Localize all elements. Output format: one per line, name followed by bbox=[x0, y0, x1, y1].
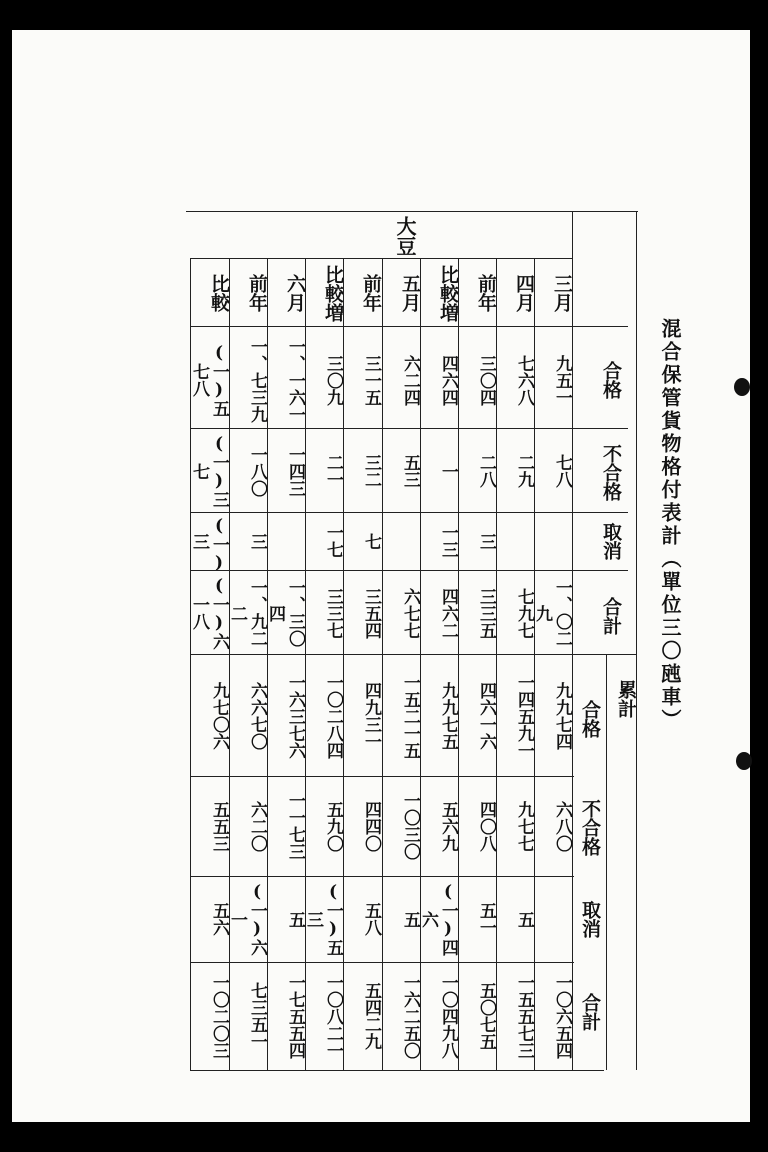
column-header-c4: 比較増 bbox=[437, 264, 459, 322]
column-header-c6: 比較 bbox=[208, 274, 230, 312]
cum-divider bbox=[606, 654, 607, 1070]
table-cell: 一一七三 bbox=[285, 792, 305, 860]
row-header-total: 合計 bbox=[600, 597, 622, 635]
column-header-m4: 四月 bbox=[513, 274, 535, 312]
table-cell: 三五四 bbox=[361, 587, 381, 639]
table-cell: 九七〇六 bbox=[209, 682, 229, 750]
table-cell: 七 bbox=[361, 532, 381, 550]
document-title: 混合保管貨物格付表計（單位三〇瓲車） bbox=[658, 318, 682, 732]
column-rule bbox=[496, 258, 497, 1070]
table-cell: 五 bbox=[400, 910, 420, 928]
column-rule bbox=[458, 258, 459, 1070]
column-rule bbox=[190, 258, 191, 1070]
table-cell: 三三五 bbox=[476, 587, 496, 639]
table-cell: 三 bbox=[247, 532, 267, 550]
table-cell: (一)五七八 bbox=[189, 343, 229, 417]
column-rule bbox=[343, 258, 344, 1070]
table-cell: 一、九二二 bbox=[227, 579, 267, 647]
table-cell: 五六 bbox=[209, 902, 229, 936]
table-cell: 一 bbox=[438, 462, 458, 480]
row-header-fail: 不合格 bbox=[600, 443, 622, 501]
table-cell: 五〇七五 bbox=[476, 982, 496, 1050]
cum-rule bbox=[572, 654, 636, 655]
header-rule bbox=[190, 258, 572, 259]
table-bottom-rule bbox=[190, 1070, 604, 1071]
table-cell: 三〇九 bbox=[323, 354, 343, 406]
table-cell: 六六七〇 bbox=[247, 682, 267, 750]
table-cell: 一六二五〇 bbox=[400, 973, 420, 1059]
table-cell: 一四三 bbox=[285, 445, 305, 497]
table-cell: 五九〇 bbox=[323, 800, 343, 852]
column-rule bbox=[305, 258, 306, 1070]
table-cell: 六七七 bbox=[400, 587, 420, 639]
column-header-p6: 前年 bbox=[246, 274, 268, 312]
table-cell: 五 bbox=[285, 910, 305, 928]
table-cell: 三二 bbox=[361, 454, 381, 488]
table-cell bbox=[534, 516, 572, 566]
table-cell: 六二四 bbox=[400, 354, 420, 406]
row-rule bbox=[190, 570, 628, 571]
table-cell: (一)四六 bbox=[418, 882, 458, 956]
table-cell: 六八〇 bbox=[552, 800, 572, 852]
column-rule bbox=[229, 258, 230, 1070]
table-cell: 三 bbox=[476, 532, 496, 550]
table-cell: 九九七五 bbox=[438, 682, 458, 750]
table-cell: 一〇八二一 bbox=[323, 973, 343, 1059]
row-rule bbox=[190, 654, 628, 655]
column-header-m6: 六月 bbox=[284, 274, 306, 312]
table-cell: 一八〇 bbox=[247, 445, 267, 497]
table-cell: 一七 bbox=[323, 524, 343, 558]
table-cell: 五三 bbox=[400, 454, 420, 488]
table-cell: 一〇二八四 bbox=[323, 673, 343, 759]
row-rule bbox=[190, 512, 628, 513]
row-rule bbox=[190, 326, 628, 327]
table-cell: 一六三七六 bbox=[285, 673, 305, 759]
table-top-rule bbox=[186, 211, 638, 212]
row-rule bbox=[190, 428, 628, 429]
table-cell: 一五五七三 bbox=[514, 973, 534, 1059]
table-cell: (一)六一 bbox=[227, 882, 267, 956]
table-cell: 一〇三〇 bbox=[400, 792, 420, 860]
table-cell bbox=[267, 516, 305, 566]
column-header-m3: 三月 bbox=[551, 274, 573, 312]
row-header-cum-total: 合計 bbox=[579, 993, 601, 1031]
table-cell: 一、一六一 bbox=[285, 337, 305, 423]
table-cell: (一)三 bbox=[189, 516, 229, 573]
table-cell: (一)六一八 bbox=[189, 576, 229, 650]
table-cell: 九五一 bbox=[552, 354, 572, 406]
table-cell: 一四五九一 bbox=[514, 673, 534, 759]
punch-hole-mark bbox=[734, 378, 750, 396]
table-cell: 五八 bbox=[361, 902, 381, 936]
table-cell: 一、七三九 bbox=[247, 337, 267, 423]
column-rule bbox=[420, 258, 421, 1070]
table-cell: 七八 bbox=[552, 454, 572, 488]
column-header-p4: 前年 bbox=[475, 274, 497, 312]
row-header-cancel: 取消 bbox=[600, 522, 622, 560]
table-cell: 九九七四 bbox=[552, 682, 572, 750]
row-header-pass: 合格 bbox=[600, 361, 622, 399]
table-cell bbox=[534, 880, 572, 958]
table-cell: 五 bbox=[514, 910, 534, 928]
row-header-cum-cancel: 取消 bbox=[579, 900, 601, 938]
table-cell: 四九三一 bbox=[361, 682, 381, 750]
table-cell: 四六二 bbox=[438, 587, 458, 639]
table-cell: 三三七 bbox=[323, 587, 343, 639]
table-cell: 一、〇二九 bbox=[532, 579, 572, 647]
column-header-c5: 比較増 bbox=[322, 264, 344, 322]
table-cell: (一)三七 bbox=[189, 434, 229, 508]
row-header-cum-fail: 不合格 bbox=[579, 798, 601, 856]
table-cell: 五五三 bbox=[209, 800, 229, 852]
table-cell: 四〇八 bbox=[476, 800, 496, 852]
table-cell: 二八 bbox=[476, 454, 496, 488]
table-cell: 一七五五四 bbox=[285, 973, 305, 1059]
table-cell: 一〇二〇三 bbox=[209, 973, 229, 1059]
table-cell: 一〇四九八 bbox=[438, 973, 458, 1059]
table-cell: 五六九 bbox=[438, 800, 458, 852]
punch-hole-mark bbox=[736, 752, 752, 770]
table-cell: 七六八 bbox=[514, 354, 534, 406]
table-cell: 七三五一 bbox=[247, 982, 267, 1050]
column-rule bbox=[572, 212, 573, 1070]
table-cell: 三〇四 bbox=[476, 354, 496, 406]
table-cell: 一五二一五 bbox=[400, 673, 420, 759]
table-cell: 五四二九 bbox=[361, 982, 381, 1050]
table-cell: 九七七 bbox=[514, 800, 534, 852]
column-header-p5: 前年 bbox=[360, 274, 382, 312]
column-rule bbox=[534, 258, 535, 1070]
table-cell: 三一五 bbox=[361, 354, 381, 406]
table-cell: 一三 bbox=[438, 524, 458, 558]
table-cell: 四六四 bbox=[438, 354, 458, 406]
column-header-m5: 五月 bbox=[399, 274, 421, 312]
table-cell: (一)五三 bbox=[303, 882, 343, 956]
table-cell: 四六一六 bbox=[476, 682, 496, 750]
column-rule bbox=[267, 258, 268, 1070]
column-rule bbox=[382, 258, 383, 1070]
table-cell: 一、三〇四 bbox=[265, 579, 305, 647]
table-cell: 二一 bbox=[323, 454, 343, 488]
row-header-cumulative: 累計 bbox=[615, 680, 637, 718]
table-cell bbox=[496, 516, 534, 566]
outer-right-rule bbox=[636, 212, 637, 1070]
table-cell: 二九 bbox=[514, 454, 534, 488]
table-cell: 七九七 bbox=[514, 587, 534, 639]
commodity-label: 大豆 bbox=[393, 216, 417, 256]
table-cell bbox=[382, 516, 420, 566]
table-cell: 四四〇 bbox=[361, 800, 381, 852]
table-cell: 六二〇 bbox=[247, 800, 267, 852]
table-cell: 五一 bbox=[476, 902, 496, 936]
table-cell: 一〇六五四 bbox=[552, 973, 572, 1059]
row-header-cum-pass: 合格 bbox=[579, 700, 601, 738]
